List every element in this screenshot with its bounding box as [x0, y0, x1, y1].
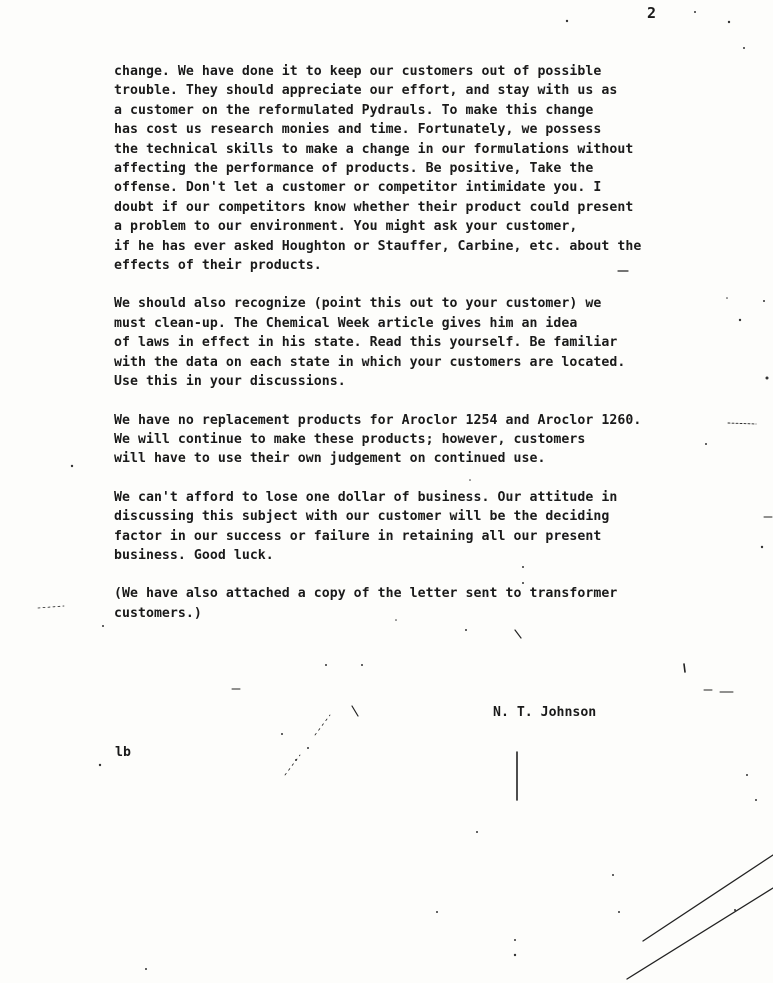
text-line: affecting the performance of products. Be positive, Take the	[114, 161, 594, 177]
text-line: We can't afford to lose one dollar of business. Our attitude in	[114, 489, 618, 505]
text-line: has cost us research monies and time. Fortunately, we possess	[114, 122, 602, 138]
text-line: We have no replacement products for Aroclor 1254 and Aroclor 1260.	[114, 412, 642, 428]
text-line: a problem to our environment. You might ask your customer,	[114, 219, 578, 235]
signature-name: N. T. Johnson	[493, 705, 597, 720]
text-line: We will continue to make these products; however, customers	[114, 431, 586, 447]
text-line: We should also recognize (point this out to your customer) we	[114, 296, 602, 312]
reference-initials: lb	[115, 745, 131, 760]
text-line: must clean-up. The Chemical Week article gives him an idea	[114, 315, 578, 331]
text-line: effects of their products.	[114, 258, 322, 274]
text-line: with the data on each state in which your customers are located.	[114, 354, 626, 370]
text-line: the technical skills to make a change in our formulations without	[114, 141, 634, 157]
text-line: doubt if our competitors know whether their product could present	[114, 199, 634, 215]
text-line: of laws in effect in his state. Read this yourself. Be familiar	[114, 335, 618, 351]
text-line: a customer on the reformulated Pydrauls. To make this change	[114, 102, 594, 118]
text-line: Use this in your discussions.	[114, 374, 346, 390]
text-line: business. Good luck.	[114, 547, 274, 563]
text-line: trouble. They should appreciate our effort, and stay with us as	[114, 83, 618, 99]
page-number: 2	[647, 4, 657, 22]
text-line: factor in our success or failure in retaining all our present	[114, 528, 602, 544]
text-line: change. We have done it to keep our customers out of possible	[114, 64, 602, 79]
text-line: (We have also attached a copy of the letter sent to transformer	[114, 586, 618, 602]
text-line: will have to use their own judgement on continued use.	[114, 451, 546, 467]
text-line: offense. Don't let a customer or competitor intimidate you. I	[114, 180, 602, 196]
text-line: customers.)	[114, 605, 202, 621]
text-line: discussing this subject with our customer will be the deciding	[114, 509, 610, 525]
text-line: if he has ever asked Houghton or Stauffer, Carbine, etc. about the	[114, 238, 642, 254]
